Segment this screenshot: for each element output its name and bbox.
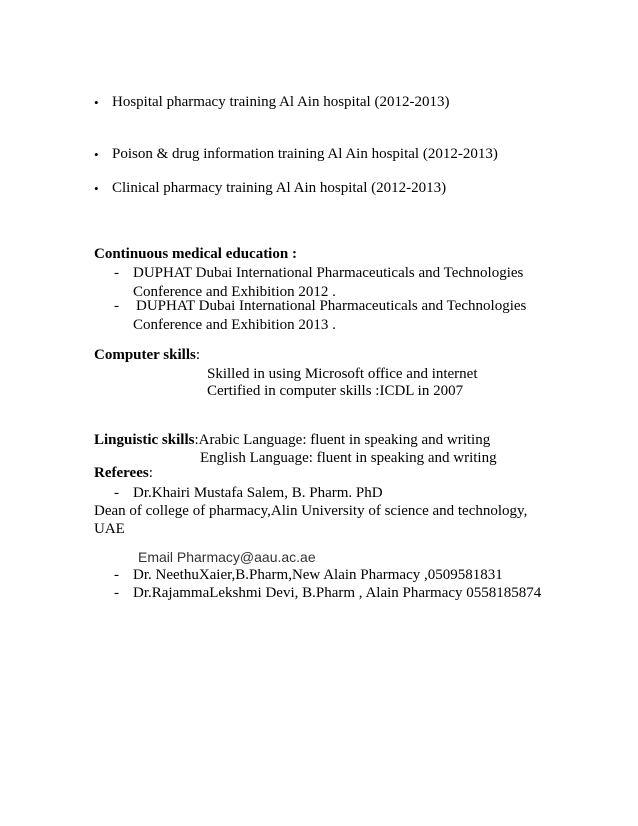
- dash-icon: -: [114, 265, 119, 281]
- computer-skills-heading: [94, 346, 200, 365]
- training-item-clinical: Clinical pharmacy training Al Ain hospital (2012-2013): [112, 180, 447, 196]
- bullet-icon: •: [94, 181, 99, 196]
- referee-2: Dr. NeethuXaier,B.Pharm,New Alain Pharmacy ,0509581831: [133, 567, 503, 583]
- referee-1-description-line2: UAE: [94, 521, 125, 537]
- referees-heading: [94, 464, 153, 483]
- training-item-hospital: Hospital pharmacy training Al Ain hospital (2012-2013): [112, 94, 450, 110]
- dash-icon: -: [114, 298, 119, 314]
- cme-item-2-line2: Conference and Exhibition 2013 .: [133, 317, 336, 333]
- linguistic-line-1: Arabic Language: fluent in speaking and writing: [198, 432, 491, 448]
- cme-item-1-line2: Conference and Exhibition 2012 .: [133, 284, 336, 300]
- cme-item-2-line1: DUPHAT Dubai International Pharmaceuticals and Technologies: [136, 298, 527, 314]
- computer-skill-line-2: Certified in computer skills :ICDL in 2007: [207, 383, 464, 399]
- training-item-poison: Poison & drug information training Al Ain hospital (2012-2013): [112, 146, 498, 162]
- referees-colon: :: [148, 465, 153, 481]
- dash-icon: -: [114, 585, 119, 601]
- computer-skills-label: Computer skills: [94, 347, 196, 363]
- bullet-icon: •: [94, 147, 99, 162]
- cme-item-1-line1: DUPHAT Dubai International Pharmaceuticals and Technologies: [133, 265, 524, 281]
- computer-skill-line-1: Skilled in using Microsoft office and internet: [207, 366, 478, 382]
- referee-1-name: Dr.Khairi Mustafa Salem, B. Pharm. PhD: [133, 485, 383, 501]
- linguistic-skills-row: [94, 431, 490, 450]
- bullet-icon: •: [94, 95, 99, 110]
- referee-1-email: Email Pharmacy@aau.ac.ae: [138, 549, 316, 565]
- referee-3: Dr.RajammaLekshmi Devi, B.Pharm , Alain Pharmacy 0558185874: [133, 585, 542, 601]
- referee-1-description-line1: Dean of college of pharmacy,Alin University of science and technology,: [94, 503, 528, 519]
- linguistic-skills-colon: :: [194, 432, 199, 448]
- linguistic-skills-label: Linguistic skills: [94, 432, 195, 448]
- referees-label: Referees: [94, 465, 149, 481]
- cme-heading: Continuous medical education :: [94, 246, 297, 262]
- computer-skills-colon: :: [195, 347, 200, 363]
- dash-icon: -: [114, 567, 119, 583]
- linguistic-line-2: English Language: fluent in speaking and writing: [200, 450, 497, 466]
- dash-icon: -: [114, 485, 119, 501]
